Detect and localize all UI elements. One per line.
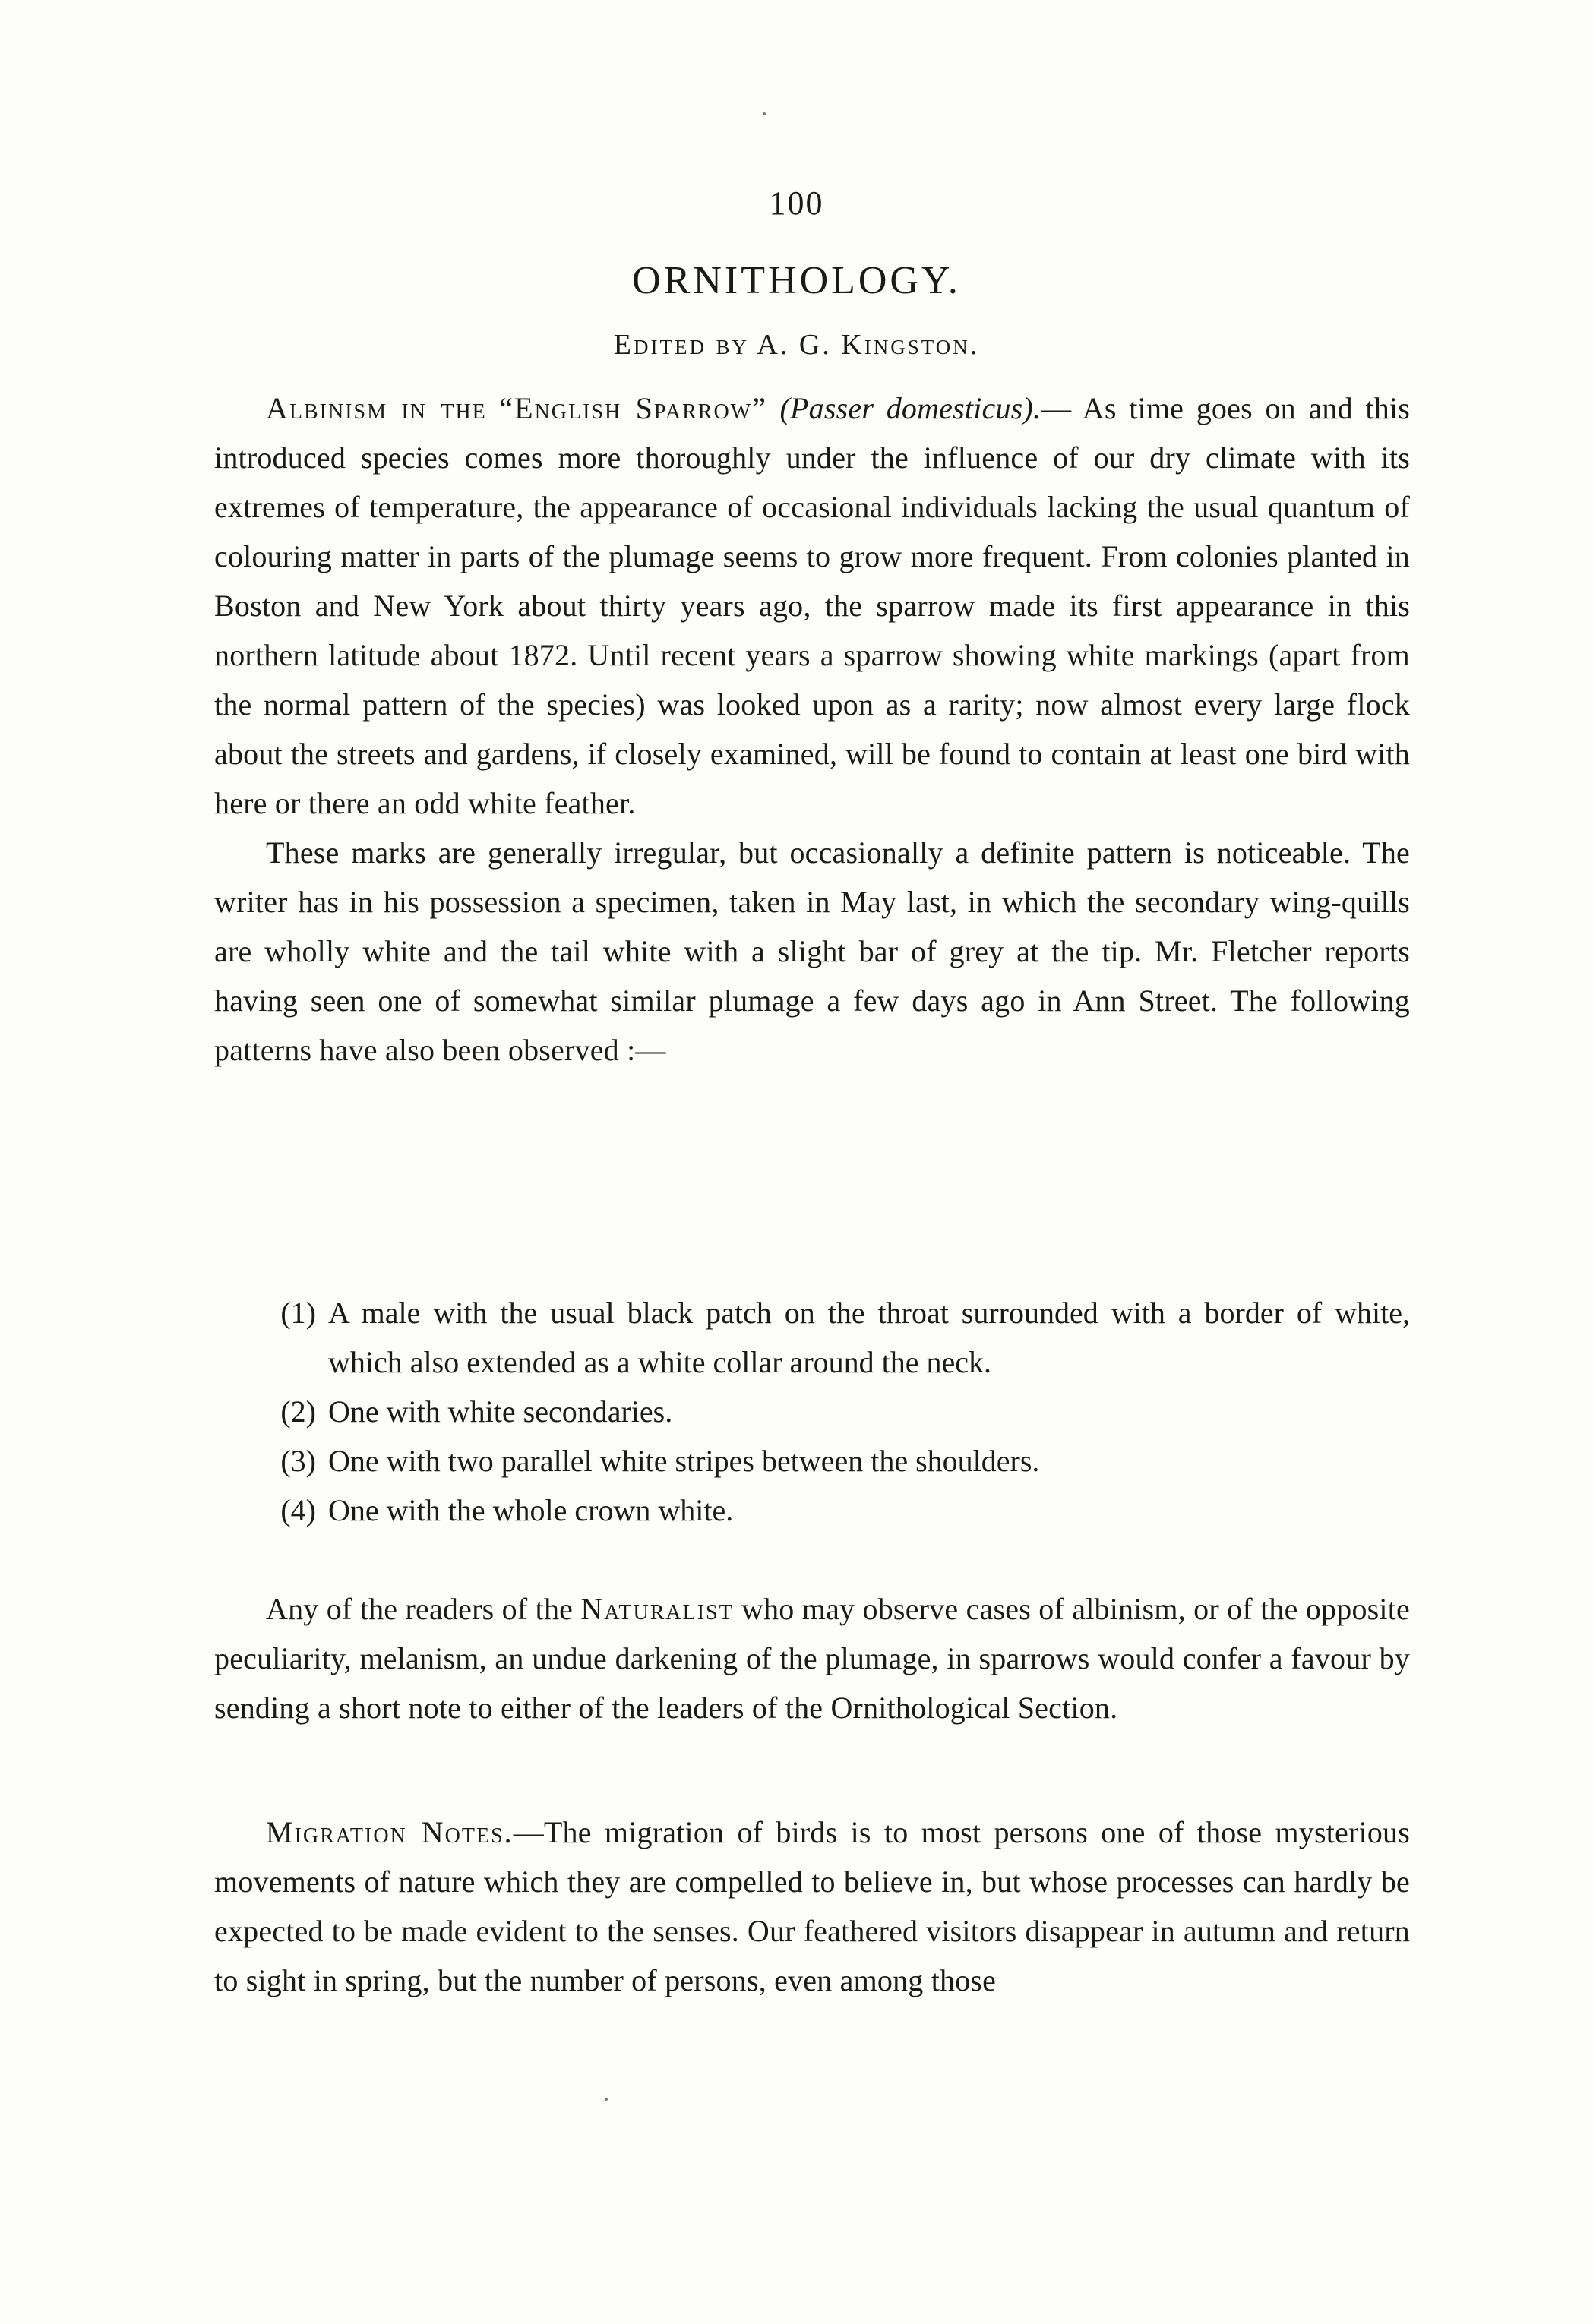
list-item bbox=[214, 1288, 1410, 1387]
closing-end: who may observe cases of albinism, or of the opposite peculiarity, melanism, an undue darkening of the plumage, in sparrows would confer a favour by sending a short note to either of the leaders of the Ornithological Section. bbox=[214, 1592, 1411, 1725]
list-text: A male with the usual black patch on the throat surrounded with a border of white, which also extended as a white collar around the neck. bbox=[328, 1296, 1410, 1379]
observed-patterns-list bbox=[214, 1288, 1410, 1535]
list-number: (1) bbox=[280, 1296, 316, 1330]
albinism-body: As time goes on and this introduced species comes more thoroughly under the influence of our dry climate with its extremes of temperature, the appearance of occasional individuals lacking the usual quantum of colouring matter in parts of the plumage seems to grow more frequent. From colonies planted in Boston and New York about thirty years ago, the sparrow made its first appearance in this northern latitude about 1872. Until recent years a sparrow showing white markings (apart from the normal pattern of the species) was looked upon as a rarity; now almost every large flock about the streets and gardens, if closely examined, will be found to contain at least one bird with here or there an odd white feather. bbox=[214, 391, 1411, 820]
closing-start: Any of the readers of the bbox=[266, 1592, 574, 1626]
list-number: (4) bbox=[280, 1493, 316, 1527]
article-title-lead: Albinism in the bbox=[266, 391, 487, 425]
list-text: One with two parallel white stripes between the shoulders. bbox=[328, 1444, 1040, 1478]
section-heading: ORNITHOLOGY. bbox=[632, 259, 961, 302]
albinism-paragraph-2: These marks are generally irregular, but occasionally a definite pattern is noticeable. The writer has in his possession a specimen, taken in May last, in which the secondary wing-quills are wholly white and the tail white with a slight bar of grey at the tip. Mr. Fletcher reports having seen one of somewhat similar plumage a few days ago in Ann Street. The following patterns have also been observed :— bbox=[214, 835, 1410, 1067]
list-number: (2) bbox=[280, 1394, 316, 1429]
speck-mark bbox=[605, 2098, 608, 2101]
latin-name: (Passer domesticus). bbox=[779, 391, 1041, 425]
list-item bbox=[214, 1486, 1410, 1535]
migration-paragraph bbox=[214, 1808, 1410, 2005]
speck-mark bbox=[763, 112, 766, 115]
albinism-paragraph-1 bbox=[214, 384, 1410, 828]
list-text: One with white secondaries. bbox=[328, 1394, 673, 1429]
albinism-paragraph-3 bbox=[214, 1584, 1410, 1732]
albinism-closing bbox=[214, 1584, 1410, 1732]
editor-credit: Edited by A. G. Kingston. bbox=[613, 329, 980, 361]
naturalist-title: Naturalist bbox=[580, 1592, 734, 1626]
albinism-article bbox=[214, 384, 1410, 1075]
list-text: One with the whole crown white. bbox=[328, 1493, 734, 1527]
title-dash: — bbox=[1041, 391, 1072, 425]
migration-body: —The migration of birds is to most persons one of those mysterious movements of nature which they are compelled to believe in, but whose processes can hardly be expected to be made evident to the senses. Our feathered visitors disappear in autumn and return to sight in spring, but the number of persons, even among those bbox=[214, 1815, 1410, 1997]
list-item bbox=[214, 1436, 1410, 1486]
migration-article bbox=[214, 1808, 1410, 2005]
list-number: (3) bbox=[280, 1444, 316, 1478]
article-title-quoted: “English Sparrow” bbox=[499, 391, 767, 425]
page-number: 100 bbox=[769, 185, 824, 222]
migration-title: Migration Notes. bbox=[266, 1815, 514, 1849]
list-item bbox=[214, 1387, 1410, 1436]
